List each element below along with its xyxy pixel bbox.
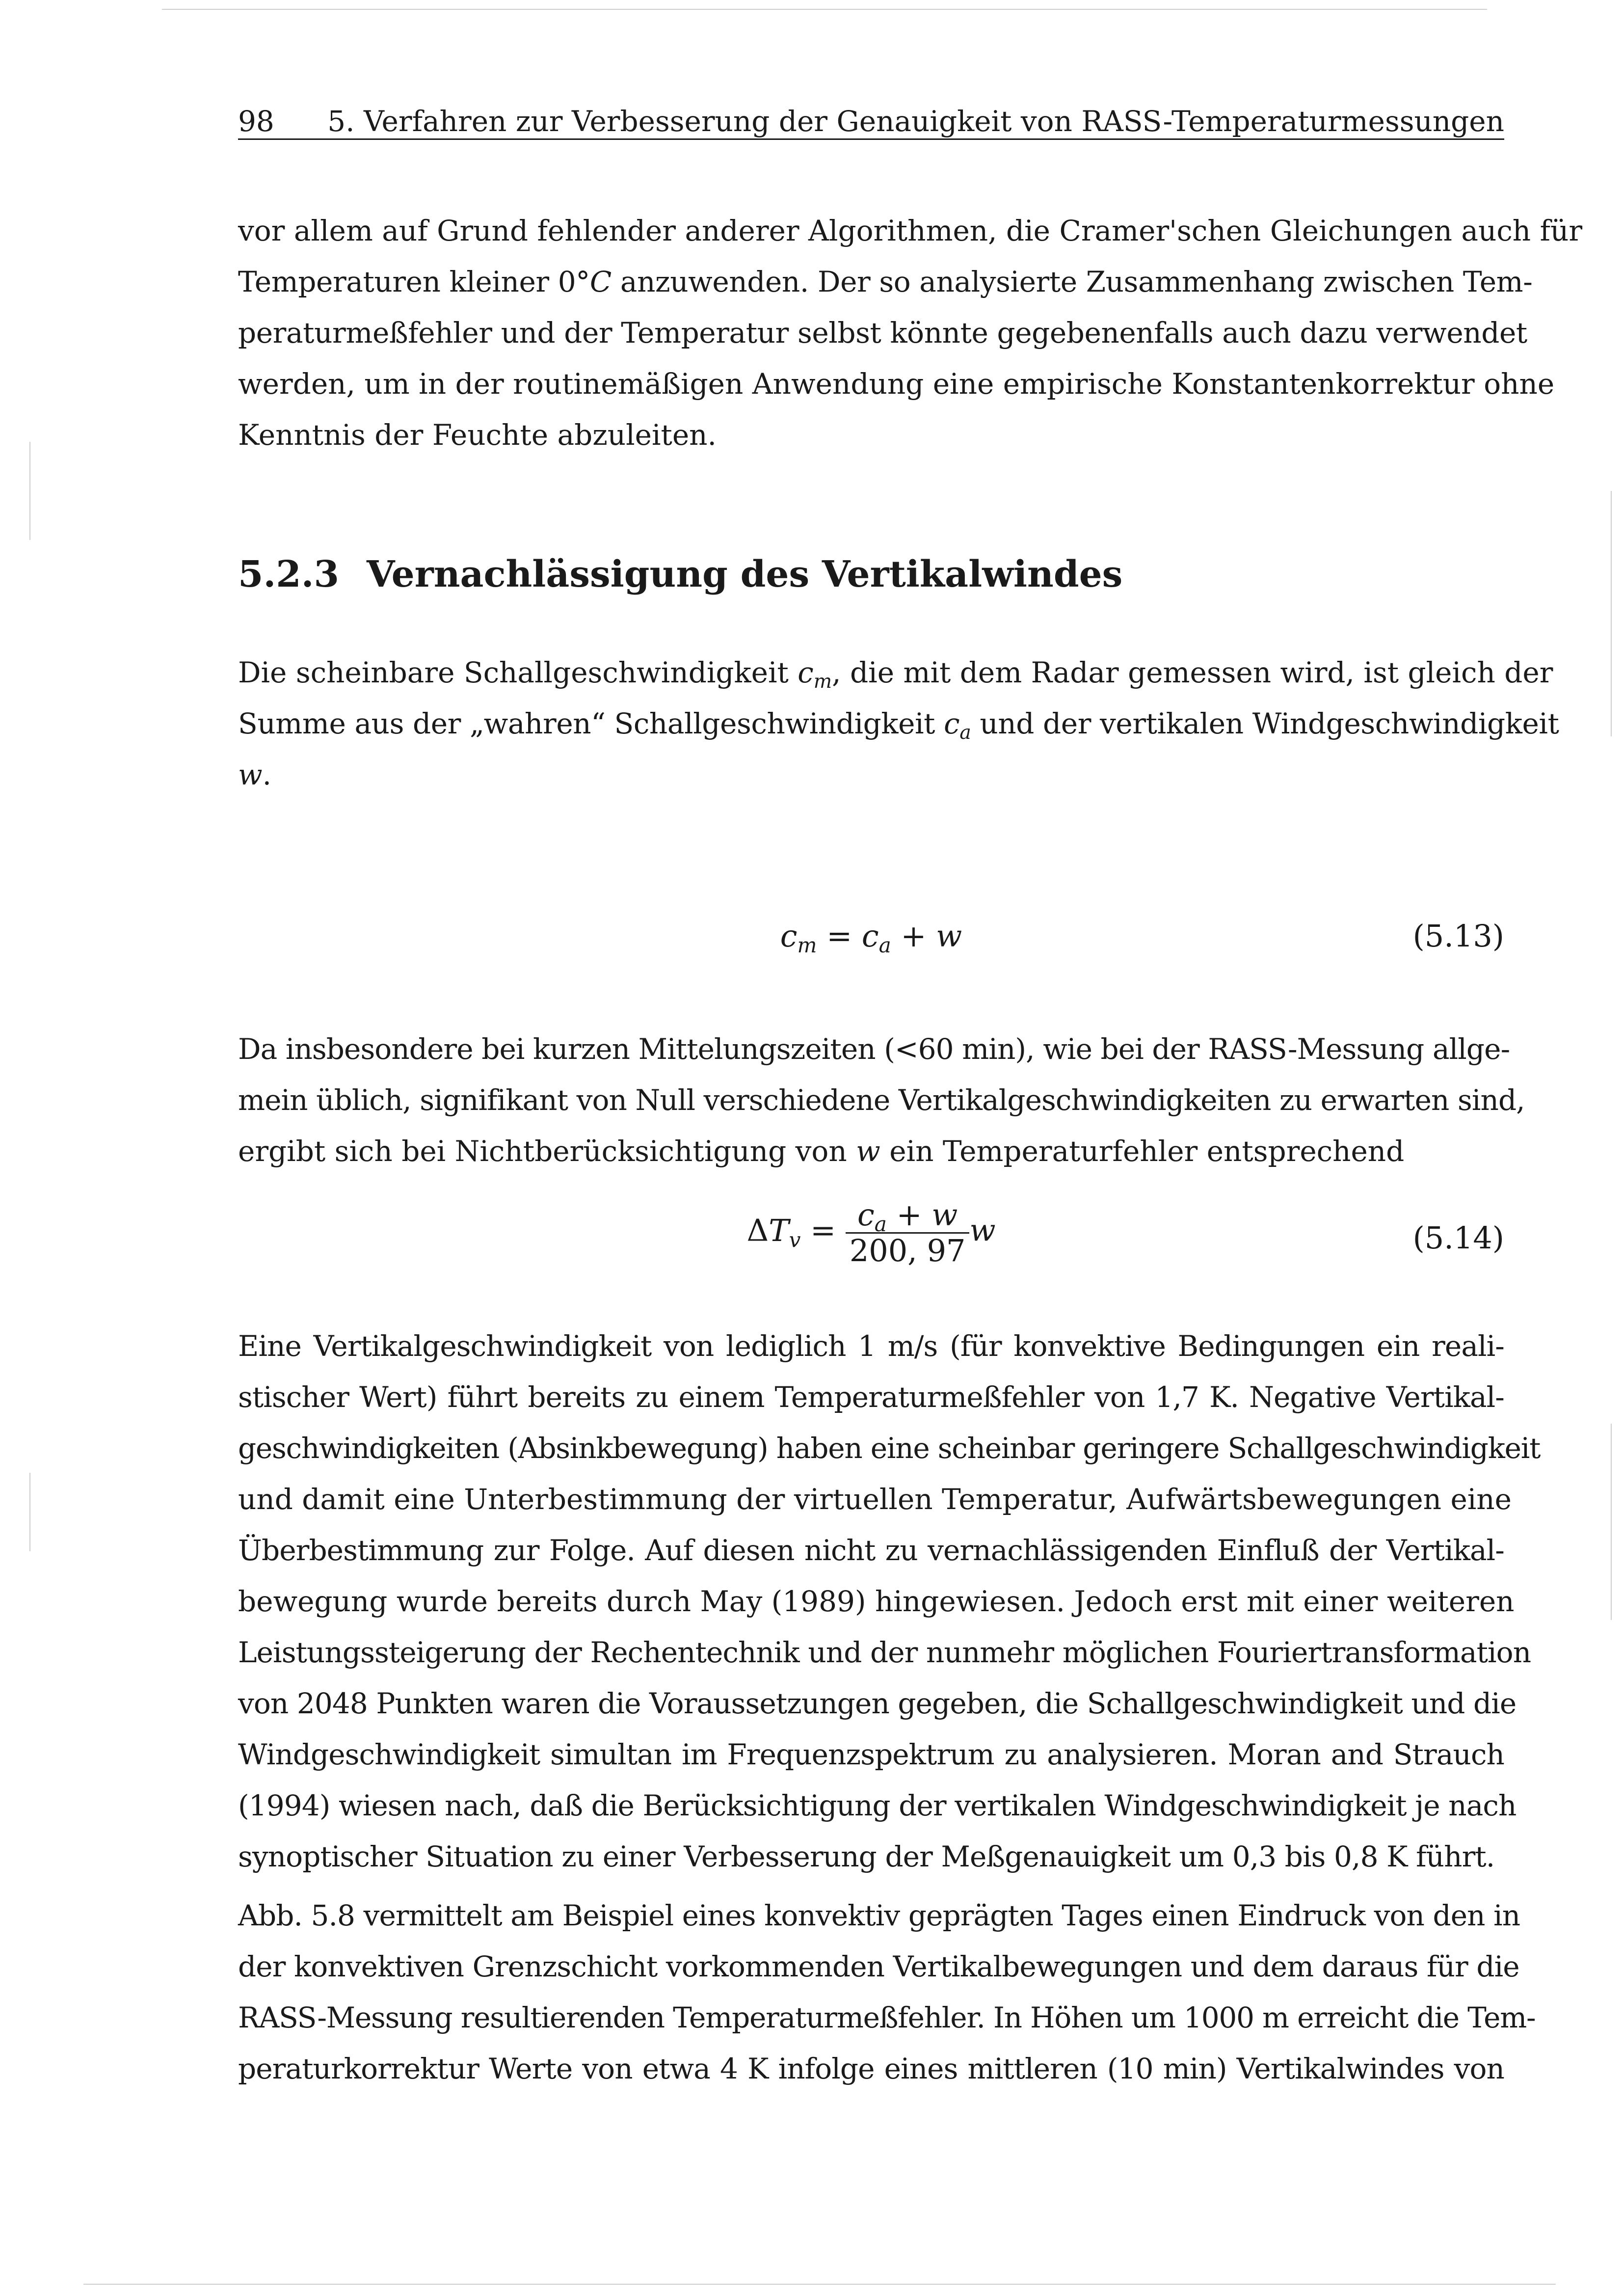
text-line: von 2048 Punkten waren die Voraussetzungen gegeben, die Schallgeschwindigkeit und die <box>238 1687 1517 1720</box>
text-line: Überbestimmung zur Folge. Auf diesen nicht zu vernachlässigenden Einfluß der Vertikal- <box>238 1534 1504 1567</box>
text-line: ergibt sich bei Nichtberücksichtigung von w ein Temperaturfehler entsprechend <box>238 1134 1405 1168</box>
text-line: Eine Vertikalgeschwindigkeit von lediglich 1 m/s (für konvektive Bedingungen ein reali- <box>238 1329 1504 1363</box>
text-line: Kenntnis der Feuchte abzuleiten. <box>238 418 717 452</box>
text-line: werden, um in der routinemäßigen Anwendung eine empirische Konstantenkorrektur ohne <box>238 367 1555 401</box>
equation-number: (5.14) <box>1412 1220 1504 1256</box>
paragraph-temperature-error <box>238 1024 1525 1177</box>
text-line: Temperaturen kleiner 0°C anzuwenden. Der so analysierte Zusammenhang zwischen Tem- <box>238 265 1533 298</box>
text-line: RASS-Messung resultierenden Temperaturmeßfehler. In Höhen um 1000 m erreicht die Tem- <box>238 2001 1536 2034</box>
scan-left-edge <box>29 442 30 540</box>
equation-body: $\Delta T_v$ = $\frac{c_a + w}{200, 97}$ w <box>746 1197 996 1269</box>
text-line: Da insbesondere bei kurzen Mittelungszeiten (<60 min), wie bei der RASS-Messung allge- <box>238 1032 1510 1066</box>
paragraph-definition <box>238 647 1559 800</box>
scan-right-edge-lower <box>1611 1424 1612 1620</box>
section-heading <box>238 550 1504 599</box>
text-line: (1994) wiesen nach, daß die Berücksichtigung der vertikalen Windgeschwindigkeit je nach <box>238 1789 1517 1822</box>
text-line: und damit eine Unterbestimmung der virtuellen Temperatur, Aufwärtsbewegungen eine <box>238 1483 1512 1516</box>
scan-top-edge <box>162 9 1487 10</box>
equation-body: $c_m = c_a + w$ <box>780 918 962 957</box>
paragraph-intro <box>238 205 1583 460</box>
scan-left-edge-lower <box>29 1473 30 1551</box>
fraction: $\frac{c_a + w}{200, 97}$ <box>846 1198 970 1268</box>
text-line: mein üblich, signifikant von Null verschiedene Vertikalgeschwindigkeiten zu erwarten sind, <box>238 1083 1525 1117</box>
page-number: 98 <box>238 105 274 138</box>
text-line: Die scheinbare Schallgeschwindigkeit $c_m$, die mit dem Radar gemessen wird, ist gleich der <box>238 656 1553 693</box>
scan-bottom-edge <box>83 2284 1556 2285</box>
text-line: synoptischer Situation zu einer Verbesserung der Meßgenauigkeit um 0,3 bis 0,8 K führt. <box>238 1840 1495 1873</box>
section-title: Vernachlässigung des Vertikalwindes <box>367 553 1123 595</box>
text-line: der konvektiven Grenzschicht vorkommenden Vertikalbewegungen und dem daraus für die <box>238 1950 1519 1983</box>
text-line: stischer Wert) führt bereits zu einem Temperaturmeßfehler von 1,7 K. Negative Vertikal- <box>238 1380 1504 1414</box>
text-line: Windgeschwindigkeit simultan im Frequenzspektrum zu analysieren. Moran and Strauch <box>238 1738 1504 1771</box>
scan-right-edge <box>1611 491 1612 736</box>
equation-5-14 <box>238 1198 1504 1286</box>
paragraph-figure-reference <box>238 1890 1536 2094</box>
text-line: peraturkorrektur Werte von etwa 4 K infolge eines mittleren (10 min) Vertikalwindes von <box>238 2052 1504 2085</box>
paragraph-vertical-velocity <box>238 1321 1541 1882</box>
text-line: geschwindigkeiten (Absinkbewegung) haben eine scheinbar geringere Schallgeschwindigkeit <box>238 1432 1541 1465</box>
running-title: 5. Verfahren zur Verbesserung der Genauigkeit von RASS-Temperaturmessungen <box>327 105 1504 138</box>
text-line: peraturmeßfehler und der Temperatur selbst könnte gegebenenfalls auch dazu verwendet <box>238 316 1527 350</box>
equation-5-13 <box>238 893 1504 982</box>
text-line: Abb. 5.8 vermittelt am Beispiel eines konvektiv geprägten Tages einen Eindruck von den in <box>238 1899 1520 1932</box>
text-line: bewegung wurde bereits durch May (1989) hingewiesen. Jedoch erst mit einer weiteren <box>238 1585 1515 1618</box>
section-number: 5.2.3 <box>238 553 339 595</box>
running-header <box>238 104 1504 140</box>
text-line: vor allem auf Grund fehlender anderer Algorithmen, die Cramer'schen Gleichungen auch für <box>238 214 1583 247</box>
text-line: Leistungssteigerung der Rechentechnik und der nunmehr möglichen Fouriertransformation <box>238 1636 1531 1669</box>
text-line: w. <box>238 758 272 791</box>
equation-number: (5.13) <box>1412 918 1504 954</box>
text-line: Summe aus der „wahren“ Schallgeschwindigkeit $c_a$ und der vertikalen Windgeschwindigkeit <box>238 707 1559 744</box>
